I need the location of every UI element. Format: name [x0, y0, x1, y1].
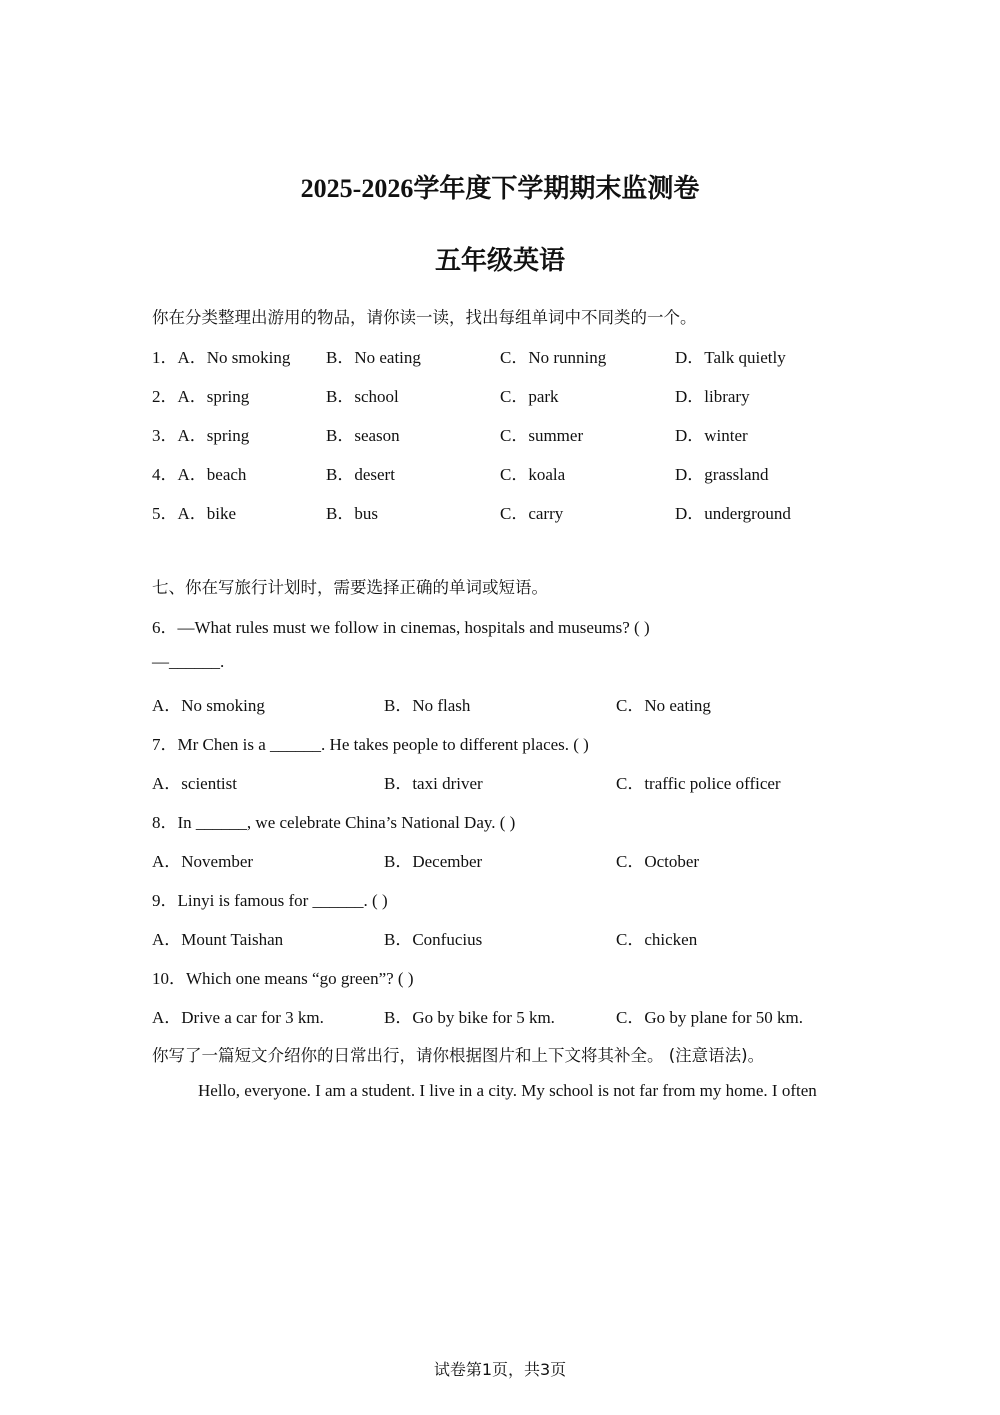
- question-7-option-a: A．scientist: [152, 774, 237, 793]
- option-c: C．No running: [500, 348, 607, 367]
- question-9-option-b: B．Confucius: [384, 930, 483, 949]
- question-1: [152, 343, 290, 368]
- option-d: D．library: [675, 387, 750, 406]
- question-8-stem: 8．In ______, we celebrate China’s National Day. ( ): [152, 813, 516, 832]
- question-6-answer-line: —______.: [152, 652, 225, 671]
- option-d: D．Talk quietly: [675, 348, 786, 367]
- question-number: 4．: [152, 465, 178, 484]
- option-a: A．spring: [177, 387, 250, 406]
- question-8-option-a: A．November: [152, 852, 254, 871]
- option-a: A．bike: [177, 504, 237, 523]
- question-10-stem: 10．Which one means “go green”? ( ): [152, 969, 414, 988]
- question-7-option-c: C．traffic police officer: [616, 774, 781, 793]
- question-number: 1．: [152, 348, 178, 367]
- question-8-option-b: B．December: [384, 852, 483, 871]
- option-a: A．No smoking: [177, 348, 291, 367]
- option-d: D．grassland: [675, 465, 769, 484]
- option-c: C．koala: [500, 465, 566, 484]
- question-7-option-b: B．taxi driver: [384, 774, 483, 793]
- option-a: A．beach: [177, 465, 247, 484]
- option-c: C．summer: [500, 426, 584, 445]
- page-subtitle: 五年级英语: [434, 246, 565, 275]
- option-c: C．carry: [500, 504, 564, 523]
- question-9-option-c: C．chicken: [616, 930, 698, 949]
- question-9-stem: 9．Linyi is famous for ______. ( ): [152, 891, 388, 910]
- page-footer: 试卷第1页，共3页: [433, 1360, 567, 1379]
- question-10-option-b: B．Go by bike for 5 km.: [384, 1008, 555, 1027]
- question-7-stem: 7．Mr Chen is a ______. He takes people to different places. ( ): [152, 735, 589, 754]
- question-2: [152, 382, 249, 407]
- question-8-option-c: C．October: [616, 852, 700, 871]
- question-4: [152, 460, 246, 485]
- question-6-stem: 6．—What rules must we follow in cinemas, hospitals and museums? ( ): [152, 618, 650, 637]
- question-number: 2．: [152, 387, 178, 406]
- question-number: 5．: [152, 504, 178, 523]
- option-b: B．No eating: [326, 348, 421, 367]
- question-number: 3．: [152, 426, 178, 445]
- section3-instruction: 你写了一篇短文介绍你的日常出行，请你根据图片和上下文将其补全。 (注意语法)。: [152, 1046, 765, 1065]
- question-10-option-a: A．Drive a car for 3 km.: [152, 1008, 324, 1027]
- question-5: [152, 499, 236, 524]
- option-b: B．season: [326, 426, 400, 445]
- question-3: [152, 421, 249, 446]
- option-d: D．winter: [675, 426, 748, 445]
- question-9-option-a: A．Mount Taishan: [152, 930, 284, 949]
- page-title: 2025-2026学年度下学期期末监测卷: [300, 174, 700, 203]
- option-c: C．park: [500, 387, 559, 406]
- option-b: B．bus: [326, 504, 378, 523]
- section1-instruction: 你在分类整理出游用的物品，请你读一读，找出每组单词中不同类的一个。: [152, 308, 697, 327]
- option-d: D．underground: [675, 504, 791, 523]
- question-6-option-c: C．No eating: [616, 696, 711, 715]
- question-6-option-a: A．No smoking: [152, 696, 265, 715]
- question-10-option-c: C．Go by plane for 50 km.: [616, 1008, 803, 1027]
- question-6-option-b: B．No flash: [384, 696, 471, 715]
- option-a: A．spring: [177, 426, 250, 445]
- option-b: B．school: [326, 387, 399, 406]
- passage-text: Hello, everyone. I am a student. I live in a city. My school is not far from my home. I often: [198, 1081, 817, 1100]
- option-b: B．desert: [326, 465, 395, 484]
- section2-instruction: 七、你在写旅行计划时，需要选择正确的单词或短语。: [152, 578, 548, 597]
